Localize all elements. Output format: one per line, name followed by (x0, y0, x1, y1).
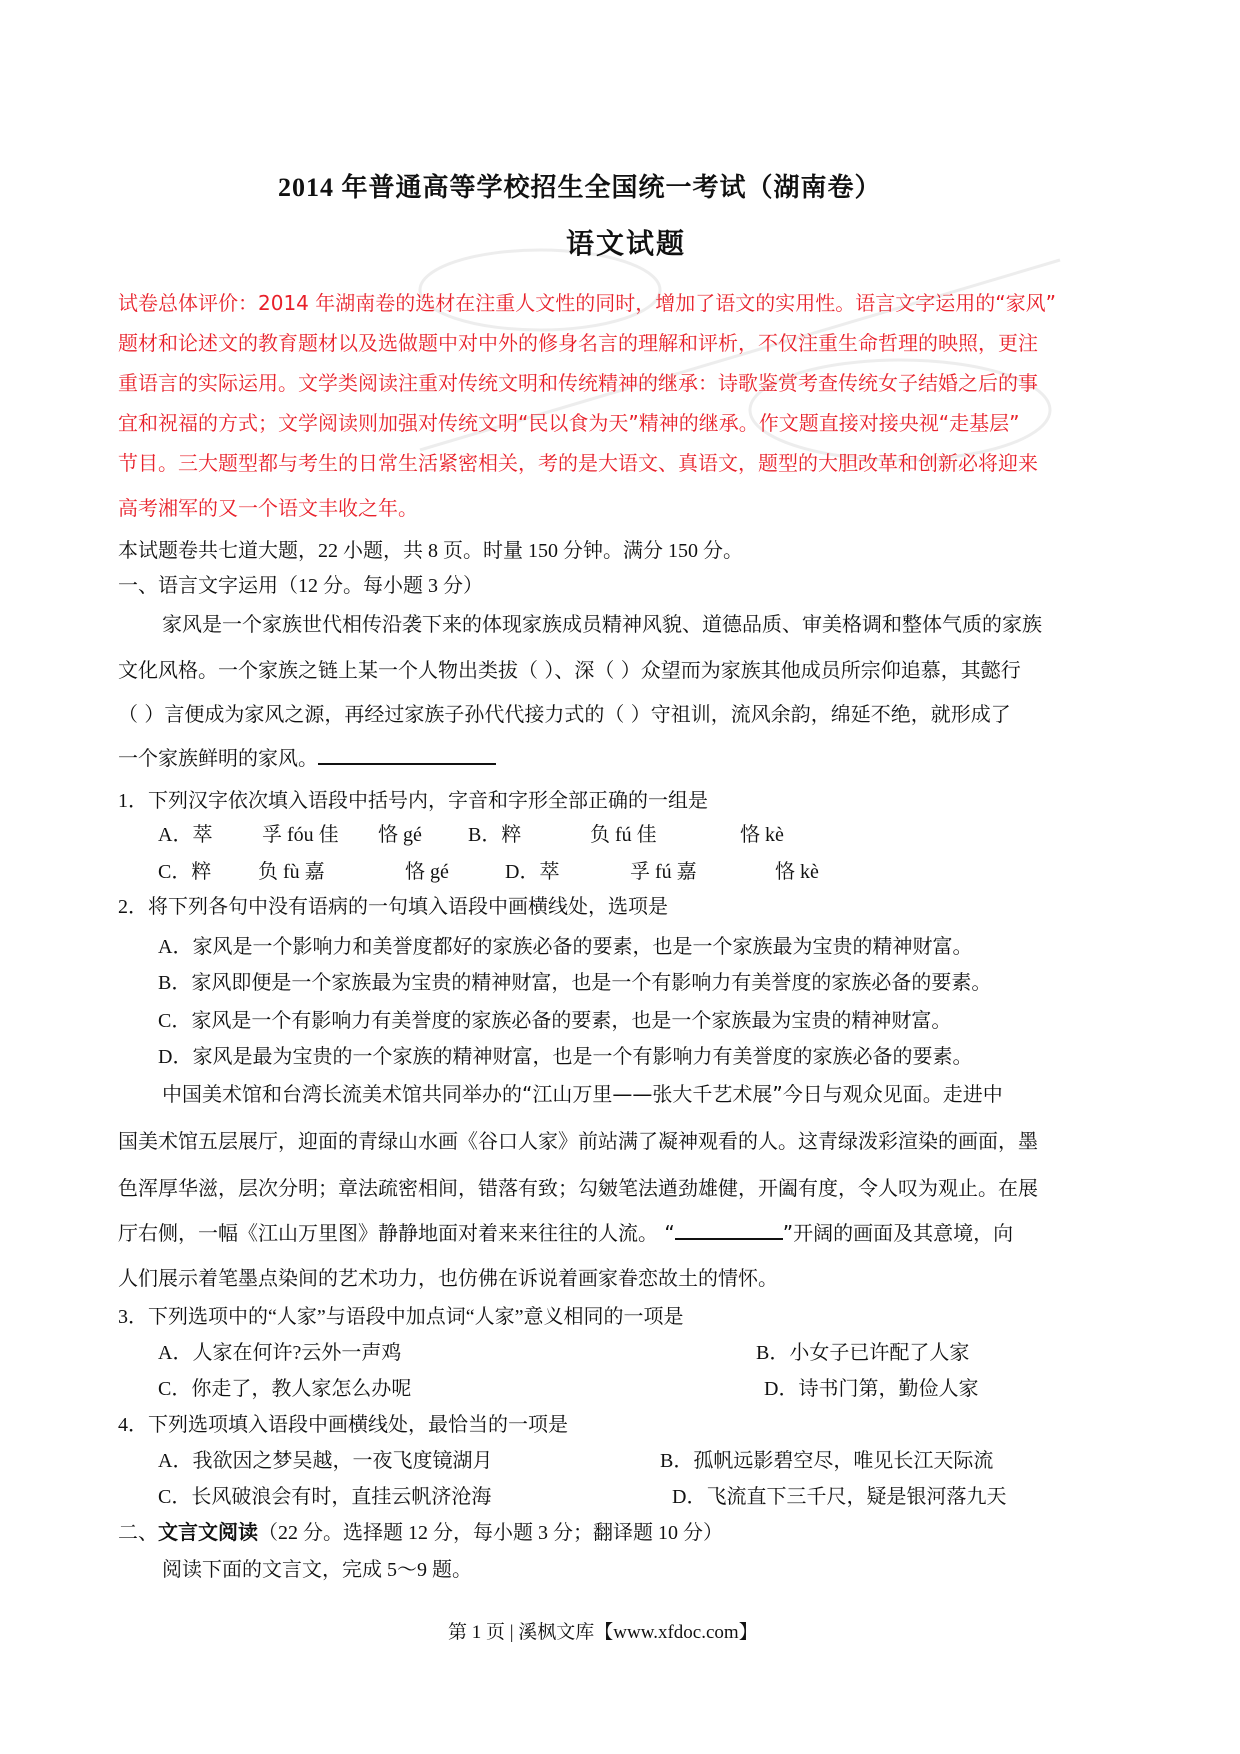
passage2-line: 色浑厚华滋，层次分明；章法疏密相间，错落有致；勾皴笔法遒劲雄健，开阖有度，令人叹为观止。在展 (118, 1176, 1038, 1200)
passage1-line: （ ）言便成为家风之源，再经过家族子孙代代接力式的（ ）守祖训，流风余韵，绵延不绝，就形成了 (118, 702, 1011, 726)
q1-option-c3: 恪 gé (405, 861, 449, 883)
q1-option-a1: A．萃 (158, 824, 213, 846)
q1-option-d1: D．萃 (505, 861, 560, 883)
q4-option-d: D．飞流直下三千尺，疑是银河落九天 (672, 1486, 1007, 1508)
passage2-text: ”开阔的画面及其意境，向 (782, 1221, 1014, 1245)
q3-option-d: D．诗书门第，勤俭人家 (764, 1378, 979, 1400)
evaluation-line: 题材和论述文的教育题材以及选做题中对中外的修身名言的理解和评析，不仅注重生命哲理的映照，更注 (118, 331, 1038, 355)
q2-stem: 2．将下列各句中没有语病的一句填入语段中画横线处，选项是 (118, 896, 668, 918)
q4-option-a: A．我欲因之梦吴越，一夜飞度镜湖月 (158, 1450, 493, 1472)
passage2-line (118, 1217, 1013, 1246)
q2-option: B．家风即便是一个家族最为宝贵的精神财富，也是一个有影响力有美誉度的家族必备的要素。 (158, 972, 992, 994)
passage2-line: 国美术馆五层展厅，迎面的青绿山水画《谷口人家》前站满了凝神观看的人。这青绿泼彩渲染的画面，墨 (118, 1129, 1038, 1153)
answer-blank (675, 1220, 783, 1240)
evaluation-line: 节目。三大题型都与考生的日常生活紧密相关，考的是大语文、真语文，题型的大胆改革和创新必将迎来 (118, 451, 1038, 475)
q2-option: C．家风是一个有影响力有美誉度的家族必备的要素，也是一个家族最为宝贵的精神财富。 (158, 1010, 952, 1032)
q2-option: A．家风是一个影响力和美誉度都好的家族必备的要素，也是一个家族最为宝贵的精神财富。 (158, 936, 973, 958)
q1-option-b2: 负 fú 佳 (590, 824, 657, 846)
q1-option-b1: B．粹 (468, 824, 522, 846)
q3-stem: 3．下列选项中的“人家”与语段中加点词“人家”意义相同的一项是 (118, 1306, 684, 1328)
passage1-text: 一个家族鲜明的家风。 (118, 746, 318, 770)
q2-option: D．家风是最为宝贵的一个家族的精神财富，也是一个有影响力有美誉度的家族必备的要素。 (158, 1046, 973, 1068)
evaluation-line: 高考湘军的又一个语文丰收之年。 (118, 496, 418, 520)
passage1-line (118, 742, 496, 771)
passage2-line: 人们展示着笔墨点染间的艺术功力，也仿佛在诉说着画家眷恋故土的情怀。 (118, 1266, 778, 1290)
q1-option-d3: 恪 kè (775, 861, 819, 883)
q1-option-d2: 孚 fú 嘉 (630, 861, 697, 883)
answer-blank (318, 745, 496, 765)
q3-option-a: A．人家在何许?云外一声鸡 (158, 1342, 402, 1364)
q1-option-c2: 负 fù 嘉 (258, 861, 325, 883)
q1-option-c1: C．粹 (158, 861, 212, 883)
q1-option-a3: 恪 gé (378, 824, 422, 846)
q4-option-b: B．孤帆远影碧空尽，唯见长江天际流 (660, 1450, 994, 1472)
evaluation-line: 宜和祝福的方式；文学阅读则加强对传统文明“民以食为天”精神的继承。作文题直接对接央视“走基层” (118, 411, 1020, 435)
exam-subtitle: 语文试题 (566, 229, 687, 260)
section2-heading (118, 1516, 723, 1545)
passage2-text: 厅右侧，一幅《江山万里图》静静地面对着来来往往的人流。 “ (118, 1221, 675, 1245)
section2-heading-points: （22 分。选择题 12 分，每小题 3 分；翻译题 10 分） (258, 1522, 723, 1544)
q1-stem: 1．下列汉字依次填入语段中括号内，字音和字形全部正确的一组是 (118, 790, 708, 812)
evaluation-line: 重语言的实际运用。文学类阅读注重对传统文明和传统精神的继承：诗歌鉴赏考查传统女子结婚之后的事 (118, 371, 1038, 395)
passage2-line: 中国美术馆和台湾长流美术馆共同举办的“江山万里——张大千艺术展”今日与观众见面。走进中 (162, 1082, 1003, 1106)
page-footer: 第 1 页 | 溪枫文库【www.xfdoc.com】 (448, 1622, 758, 1643)
section2-heading-title: 文言文阅读 (158, 1522, 258, 1544)
passage1-line: 文化风格。一个家族之链上某一个人物出类拔（ ）、深（ ）众望而为家族其他成员所宗仰追慕，其懿行 (118, 658, 1021, 682)
section2-instruction: 阅读下面的文言文，完成 5～9 题。 (162, 1559, 472, 1581)
q1-option-b3: 恪 kè (740, 824, 784, 846)
evaluation-line: 试卷总体评价：2014 年湖南卷的选材在注重人文性的同时，增加了语文的实用性。语言文字运用的“家风” (118, 291, 1056, 315)
q1-option-a2: 孚 fóu 佳 (262, 824, 339, 846)
section2-heading-number: 二、 (118, 1522, 158, 1544)
section1-heading: 一、语言文字运用（12 分。每小题 3 分） (118, 575, 483, 597)
passage1-line: 家风是一个家族世代相传沿袭下来的体现家族成员精神风貌、道德品质、审美格调和整体气质的家族 (162, 612, 1042, 636)
q3-option-b: B．小女子已许配了人家 (756, 1342, 970, 1364)
exam-intro: 本试题卷共七道大题，22 小题，共 8 页。时量 150 分钟。满分 150 分。 (118, 540, 743, 562)
q4-stem: 4．下列选项填入语段中画横线处，最恰当的一项是 (118, 1414, 568, 1436)
q3-option-c: C．你走了，教人家怎么办呢 (158, 1378, 412, 1400)
q4-option-c: C．长风破浪会有时，直挂云帆济沧海 (158, 1486, 492, 1508)
exam-title: 2014 年普通高等学校招生全国统一考试（湖南卷） (278, 173, 882, 202)
